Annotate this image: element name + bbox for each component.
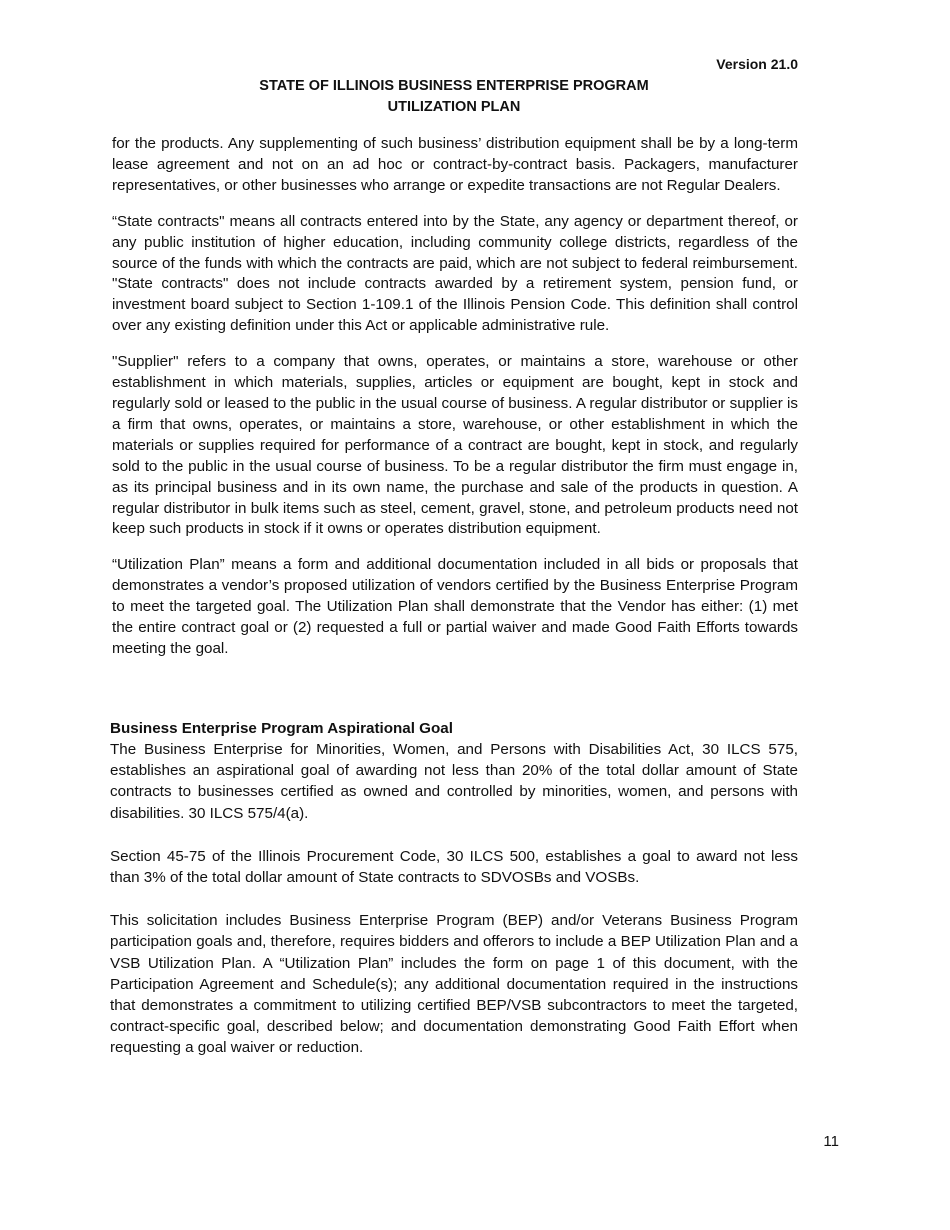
paragraph-utilization-plan: “Utilization Plan” means a form and additional documentation included in all bids or proposals that demonstrates a vendor’s proposed utilization of vendors certified by the Business Enterprise Program to meet the targeted goal. The Utilization Plan shall demonstrate that the Vendor has either: (1) met the entire contract goal or (2) requested a full or partial waiver and made Good Faith Efforts towards meeting the goal.: [112, 556, 798, 657]
document-title: [0, 76, 908, 118]
section-heading: Business Enterprise Program Aspirational Goal: [110, 720, 453, 737]
paragraph-solicitation: This solicitation includes Business Enterprise Program (BEP) and/or Veterans Business Program participation goals and, therefore, requires bidders and offerors to include a BEP Utilization Plan and a VSB Utilization Plan. A “Utilization Plan” includes the form on page 1 of this document, with the Participation Agreement and Schedule(s); any additional documentation required in the instructions that demonstrates a commitment to utilizing certified BEP/VSB subcontractors to meet the targeted, contract-specific goal, described below; and documentation demonstrating Good Faith Effort when requesting a goal waiver or reduction.: [110, 912, 798, 1057]
paragraph-supplier: "Supplier" refers to a company that owns, operates, or maintains a store, warehouse or other establishment in which materials, supplies, articles or equipment are bought, kept in stock and regularly sold or leased to the public in the usual course of business. A regular distributor or supplier is a firm that owns, operates, or maintains a store, warehouse, or other establishment in which the materials or supplies required for performance of a contract are bought, kept in stock, and regularly sold to the public in the usual course of business. To be a regular distributor the firm must engage in, as its principal business and in its own name, the purchase and sale of the products in question. A regular distributor in bulk items such as steel, cement, gravel, stone, and petroleum products need not keep such products in stock if it owns or operates distribution equipment.: [112, 353, 798, 538]
title-line-1: STATE OF ILLINOIS BUSINESS ENTERPRISE PROGRAM: [259, 78, 649, 94]
paragraph-procurement-code: Section 45-75 of the Illinois Procurement Code, 30 ILCS 500, establishes a goal to award not less than 3% of the total dollar amount of State contracts to SDVOSBs and VOSBs.: [110, 847, 798, 887]
paragraph-bep-act: The Business Enterprise for Minorities, Women, and Persons with Disabilities Act, 30 ILCS 575, establishes an aspirational goal of awarding not less than 20% of the total dollar amount of State contracts to businesses certified as owned and controlled by minorities, women, and persons with disabilities. 30 ILCS 575/4(a).: [110, 741, 798, 822]
title-line-2: UTILIZATION PLAN: [387, 99, 521, 115]
version-label: Version 21.0: [716, 56, 798, 72]
paragraph-state-contracts: “State contracts" means all contracts entered into by the State, any agency or department thereof, or any public institution of higher education, including community college districts, regardless of the source of the funds with which the contracts are paid, which are not subject to federal reimbursement. "State contracts" does not include contracts awarded by a retirement system, pension fund, or investment board subject to Section 1-109.1 of the Illinois Pension Code. This definition shall control over any existing definition under this Act or applicable administrative rule.: [112, 212, 798, 335]
aspirational-goal-section: [110, 718, 798, 1059]
page-number: 11: [823, 1133, 839, 1150]
paragraph-regular-dealers: for the products. Any supplementing of such business’ distribution equipment shall be by a long-term lease agreement and not on an ad hoc or contract-by-contract basis. Packagers, manufacturer representatives, or other businesses who arrange or expedite transactions are not Regular Dealers.: [112, 135, 798, 194]
definitions-body: [112, 134, 798, 675]
